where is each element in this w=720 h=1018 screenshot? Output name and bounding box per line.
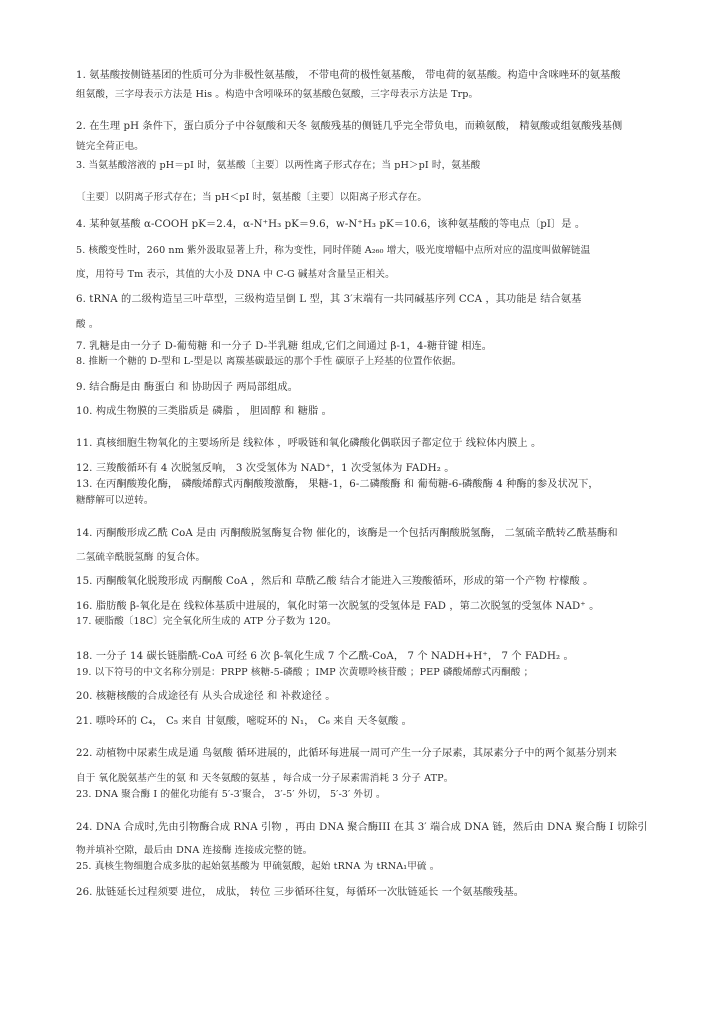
question-16: 16. 脂肪酸 β-氧化是在 线粒体基质中进展的，氧化时第一次脱氢的受氢体是 FAD ，第二次脱氢的受氢体 NAD⁺ 。: [76, 601, 600, 612]
question-20: 20. 核糖核酸的合成途径有 从头合成途径 和 补救途径 。: [76, 691, 336, 702]
question-26: 26. 肽链延长过程须要 进位， 成肽， 转位 三步循环往复，每循环一次肽链延长 一个氨基酸残基。: [76, 887, 525, 898]
question-23: 23. DNA 聚合酶 I 的催化功能有 5′-3′聚合， 3′-5′ 外切， 5′-3′ 外切 。: [76, 789, 386, 800]
question-6: 6. tRNA 的二级构造呈三叶草型，三级构造呈倒 L 型，其 3′末端有一共同碱基序列 CCA ，其功能是 结合氨基: [76, 294, 582, 305]
question-15: 15. 丙酮酸氧化脱羧形成 丙酮酸 CoA ，然后和 草酰乙酸 结合才能进入三羧酸循环，形成的第一个产物 柠檬酸 。: [76, 576, 594, 587]
question-12: 12. 三羧酸循环有 4 次脱氢反响， 3 次受氢体为 NAD⁺，1 次受氢体为 FADH₂ 。: [76, 463, 455, 474]
question-3: 3. 当氨基酸溶液的 pH＝pI 时，氨基酸〔主要〕以两性离子形式存在；当 pH＞pI 时，氨基酸: [76, 160, 481, 171]
question-2: 2. 在生理 pH 条件下，蛋白质分子中谷氨酸和天冬 氨酸残基的侧链几乎完全带负电，而赖氨酸， 精氨酸或组氨酸残基侧: [76, 121, 623, 132]
question-9: 9. 结合酶是由 酶蛋白 和 协助因子 两局部组成。: [76, 382, 299, 393]
question-8: 8. 推断一个糖的 D-型和 L-型是以 离羰基碳最远的那个手性 碳原子上羟基的位置作依据。: [76, 356, 462, 367]
question-22-cont: 自于 氧化脱氨基产生的氨 和 天冬氨酸的氨基 ，每合成一分子尿素需消耗 3 分子 ATP。: [76, 773, 454, 784]
question-25: 25. 真核生物细胞合成多肽的起始氨基酸为 甲硫氨酸，起始 tRNA 为 tRNA₁甲硫 。: [76, 861, 440, 872]
question-1-cont: 组氨酸，三字母表示方法是 His 。构造中含吲哚环的氨基酸色氨酸，三字母表示方法是 Trp。: [76, 89, 479, 100]
question-7: 7. 乳糖是由一分子 D-葡萄糖 和一分子 D-半乳糖 组成,它们之间通过 β-1，4-糖苷键 相连。: [76, 341, 493, 352]
question-4: 4. 某种氨基酸 α-COOH pK＝2.4，α-N⁺H₃ pK＝9.6，w-N⁺H₃ pK＝10.6，该种氨基酸的等电点〔pI〕是 。: [76, 219, 586, 230]
question-24-cont: 物并填补空隙，最后由 DNA 连接酶 连接成完整的链。: [76, 845, 313, 856]
question-24: 24. DNA 合成时,先由引物酶合成 RNA 引物 ，再由 DNA 聚合酶III 在其 3′ 端合成 DNA 链，然后由 DNA 聚合酶 I 切除引: [76, 822, 648, 833]
question-5-cont: 度，用符号 Tm 表示，其值的大小及 DNA 中 C-G 碱基对含量呈正相关。: [76, 269, 395, 280]
question-13: 13. 在丙酮酸羧化酶， 磷酸烯醇式丙酮酸羧激酶， 果糖-1，6-二磷酸酶 和 葡萄糖-6-磷酸酶 4 种酶的参及状况下，: [76, 479, 599, 490]
question-2-cont: 链完全荷正电。: [76, 141, 144, 152]
question-1: 1. 氨基酸按侧链基团的性质可分为非极性氨基酸， 不带电荷的极性氨基酸， 带电荷的氨基酸。构造中含咪唑环的氨基酸: [76, 70, 621, 81]
question-11: 11. 真核细胞生物氧化的主要场所是 线粒体 ，呼吸链和氧化磷酸化偶联因子都定位于 线粒体内膜上 。: [76, 438, 542, 449]
question-18: 18. 一分子 14 碳长链脂酰-CoA 可经 6 次 β-氧化生成 7 个乙酰-CoA， 7 个 NADH+H⁺， 7 个 FADH₂ 。: [76, 651, 574, 662]
question-21: 21. 嘌呤环的 C₄， C₅ 来自 甘氨酸，嘧啶环的 N₁， C₆ 来自 天冬氨酸 。: [76, 716, 412, 727]
question-6-cont: 酸 。: [76, 319, 99, 330]
question-22: 22. 动植物中尿素生成是通 鸟氨酸 循环进展的，此循环每进展一周可产生一分子尿素，其尿素分子中的两个氮基分别来: [76, 748, 617, 759]
question-5: 5. 核酸变性时，260 nm 紫外汲取显著上升，称为变性，同时伴随 A₂₆₀ 增大，吸光度增幅中点所对应的温度叫做解链温: [76, 245, 591, 256]
question-14: 14. 丙酮酸形成乙酰 CoA 是由 丙酮酸脱氢酶复合物 催化的，该酶是一个包括丙酮酸脱氢酶， 二氢硫辛酰转乙酰基酶和: [76, 528, 618, 539]
question-19: 19. 以下符号的中文名称分别是：PRPP 核糖-5-磷酸 ；IMP 次黄嘌呤核苷酸 ；PEP 磷酸烯醇式丙酮酸 ；: [76, 667, 534, 678]
question-10: 10. 构成生物膜的三类脂质是 磷脂 ， 胆固醇 和 糖脂 。: [76, 406, 332, 417]
question-13-cont: 糖酵解可以逆转。: [76, 495, 154, 506]
question-17: 17. 硬脂酸〔18C〕完全氧化所生成的 ATP 分子数为 120。: [76, 616, 337, 627]
question-3-cont: 〔主要〕以阴离子形式存在；当 pH＜pI 时，氨基酸〔主要〕以阳离子形式存在。: [76, 192, 428, 203]
question-14-cont: 二氢硫辛酰脱氢酶 的复合体。: [76, 552, 206, 563]
